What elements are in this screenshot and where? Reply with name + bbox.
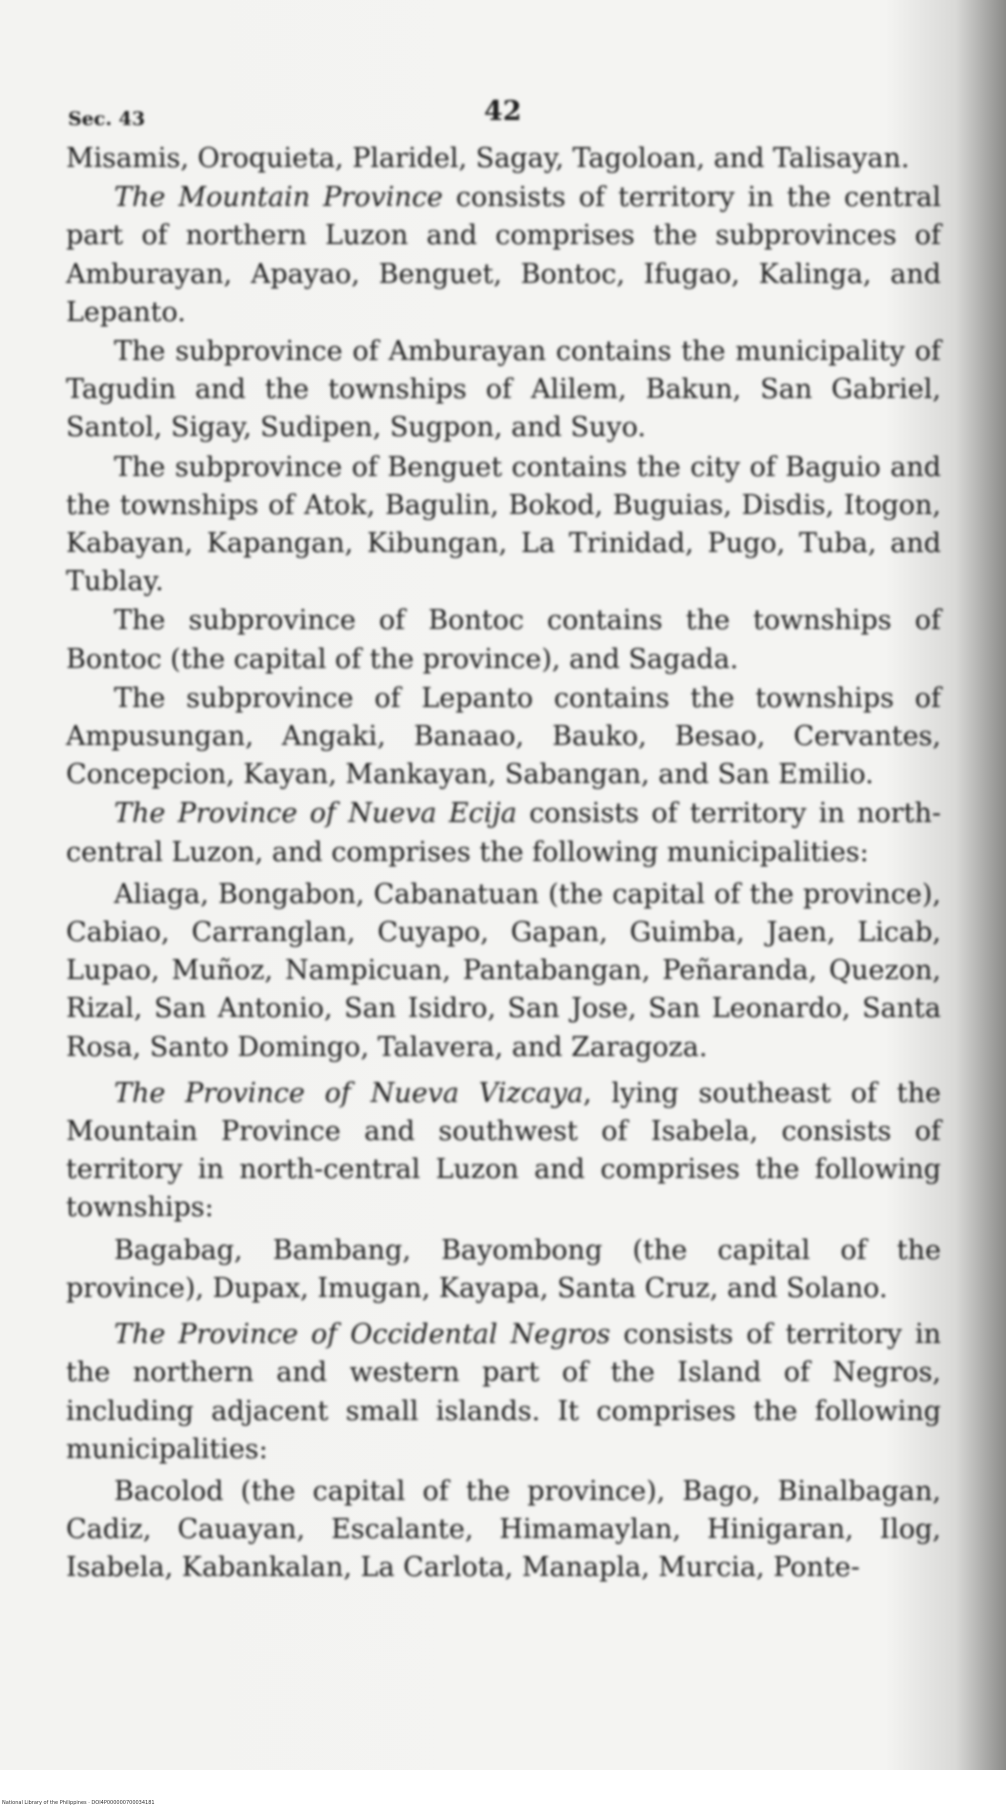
paragraph-nueva-ecija xyxy=(66,795,941,871)
paragraph-text: consists of territory in north-central Luzon, and comprises the following municipalities: xyxy=(66,798,941,868)
paragraph-benguet xyxy=(66,449,941,602)
paragraph-text: The subprovince of Benguet contains the city of Baguio and the townships of Atok, Bagulin, Bokod, Buguias, Disdis, Itogon, Kabayan, Kapangan, Kibungan, La Trinidad, Pugo, Tuba, and Tublay. xyxy=(66,451,941,598)
scan-credit: National Library of the Philippines · DOI4P000000700034181 xyxy=(2,1800,155,1806)
paragraph-text: Misamis, Oroquieta, Plaridel, Sagay, Tagoloan, and Talisayan. xyxy=(66,143,910,174)
paragraph-text: , lying southeast of the Mountain Province and southwest of Isabela, consists of territory in north-central Luzon and comprises the following townships: xyxy=(66,1077,941,1224)
page-content xyxy=(66,96,941,1596)
paragraph-lepanto xyxy=(66,680,941,795)
municipality-list-nueva-ecija xyxy=(66,876,941,1067)
paragraph-text: Bacolod (the capital of the province), Bago, Binalbagan, Cadiz, Cauayan, Escalante, Himamaylan, Hinigaran, Ilog, Isabela, Kabankalan, La Carlota, Manapla, Murcia, Ponte- xyxy=(66,1475,941,1584)
paragraph-amburayan xyxy=(66,333,941,448)
section-label: Sec. 43 xyxy=(68,108,146,130)
paragraph-bontoc xyxy=(66,602,941,678)
paragraph-text: consists of territory in the central part of northern Luzon and comprises the subprovinces of Amburayan, Apayao, Benguet, Bontoc, Ifugao, Kalinga, and Lepanto. xyxy=(66,182,941,328)
paragraph-occidental-negros xyxy=(66,1316,941,1469)
paragraph-mountain-province xyxy=(66,179,941,332)
page-header xyxy=(66,96,941,140)
paragraph-text: The subprovince of Bontoc contains the townships of Bontoc (the capital of the province), and Sagada. xyxy=(66,605,941,675)
province-name: The Province of Nueva Vizcaya xyxy=(114,1077,584,1109)
province-name: The Province of Occidental Negros xyxy=(114,1319,611,1351)
paragraph-1 xyxy=(66,140,941,178)
municipality-list-occidental-negros xyxy=(66,1473,941,1588)
paragraph-text: consists of territory in the northern and western part of the Island of Negros, including adjacent small islands. It comprises the following municipalities: xyxy=(66,1319,941,1465)
paragraph-text: The subprovince of Lepanto contains the townships of Ampusungan, Angaki, Banaao, Bauko, Besao, Cervantes, Concepcion, Kayan, Mankayan, Sabangan, and San Emilio. xyxy=(66,682,941,791)
paragraph-nueva-vizcaya xyxy=(66,1075,941,1228)
province-name: The Mountain Province xyxy=(114,182,443,214)
paragraph-text: Bagabag, Bambang, Bayombong (the capital of the province), Dupax, Imugan, Kayapa, Santa Cruz, and Solano. xyxy=(66,1234,941,1304)
page-number: 42 xyxy=(484,96,522,127)
paragraph-text: Aliaga, Bongabon, Cabanatuan (the capital of the province), Cabiao, Carranglan, Cuyapo, Gapan, Guimba, Jaen, Licab, Lupao, Muñoz, Nampicuan, Pantabangan, Peñaranda, Quezon, Rizal, San Antonio, San Isidro, San Jose, San Leonardo, Santa Rosa, Santo Domingo, Talavera, and Zaragoza. xyxy=(66,878,941,1063)
township-list-nueva-vizcaya xyxy=(66,1232,941,1308)
paragraph-text: The subprovince of Amburayan contains the municipality of Tagudin and the townships of Alilem, Bakun, San Gabriel, Santol, Sigay, Sudipen, Sugpon, and Suyo. xyxy=(66,336,941,444)
province-name: The Province of Nueva Ecija xyxy=(114,798,517,830)
